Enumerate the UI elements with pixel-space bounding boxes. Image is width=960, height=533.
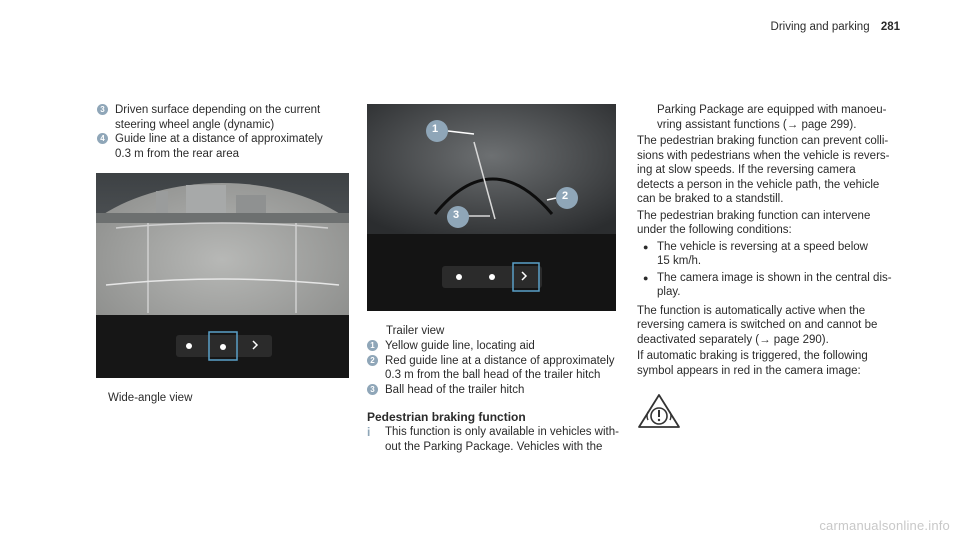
bullet-dot: ●	[643, 272, 649, 283]
legend-item	[367, 383, 627, 398]
wide-angle-caption: Wide-angle view	[108, 392, 193, 404]
page-number: 281	[880, 21, 900, 33]
legend-text: Guide line at a distance of approximately	[115, 133, 323, 145]
text-line: The function is automatically active when the	[637, 304, 866, 317]
legend-text: Yellow guide line, locating aid	[385, 340, 535, 352]
footer-watermark: carmanualsonline.info	[819, 518, 950, 533]
legend-item	[97, 103, 347, 132]
legend-text: 0.3 m from the rear area	[115, 147, 239, 160]
text-line: The vehicle is reversing at a speed below	[657, 240, 868, 253]
text-line: Parking Package are equipped with manoeu-	[657, 104, 887, 116]
legend-text: Ball head of the trailer hitch	[385, 383, 525, 396]
paragraph	[637, 209, 907, 238]
legend-text: steering wheel angle (dynamic)	[115, 118, 275, 131]
page-header	[771, 20, 900, 35]
legend-list-2	[367, 339, 627, 397]
text-line: can be braked to a standstill.	[637, 193, 784, 205]
callout-badge: 3	[367, 384, 378, 395]
paragraph	[637, 134, 907, 207]
callout-label: 1	[432, 123, 439, 135]
paragraph	[637, 349, 907, 378]
legend-text: 0.3 m from the ball head of the trailer hitch	[385, 369, 601, 381]
trailer-view-caption: Trailer view	[386, 325, 445, 337]
text-line: detects a person in the vehicle path, the vehicle	[637, 178, 880, 191]
text-line: reversing camera is switched on and cannot be	[637, 319, 878, 331]
legend-item	[367, 339, 627, 354]
text-line: under the following conditions:	[637, 224, 792, 236]
text-line: deactivated separately (→ page 290).	[637, 333, 829, 346]
bullet-item	[637, 240, 907, 269]
text-line: sions with pedestrians when the vehicle is revers-	[637, 149, 890, 162]
text-line: vring assistant functions (→ page 299).	[657, 118, 857, 131]
info-note	[367, 425, 627, 454]
bullet-dot: ●	[643, 241, 649, 252]
pedestrian-warning-icon	[637, 393, 681, 434]
text-line: ing at slow speeds. If the reversing camera	[637, 164, 856, 176]
pedestrian-braking-text	[637, 103, 907, 378]
section-heading: Pedestrian braking function	[367, 410, 526, 424]
section-title: Driving and parking	[770, 21, 870, 33]
legend-item	[367, 354, 627, 383]
note-text: This function is only available in vehicles with-	[385, 426, 619, 438]
trailer-view-camera-image	[367, 104, 616, 311]
text-line: symbol appears in red in the camera image:	[637, 364, 861, 377]
paragraph	[637, 103, 907, 132]
callout-badge: 4	[97, 133, 108, 144]
text-line: The pedestrian braking function can intervene	[637, 209, 871, 222]
legend-item	[97, 132, 347, 161]
text-line: The camera image is shown in the central dis-	[657, 271, 892, 284]
text-line: play.	[657, 286, 681, 298]
text-line: If automatic braking is triggered, the following	[637, 350, 868, 362]
info-icon: i	[367, 425, 371, 439]
callout-badge: 2	[367, 355, 378, 366]
callout-label: 3	[453, 209, 460, 221]
callout-label: 2	[562, 190, 569, 202]
callout-badge: 1	[367, 340, 378, 351]
paragraph	[637, 304, 907, 348]
bullet-item	[637, 271, 907, 300]
legend-list-1	[97, 103, 347, 161]
legend-text: Red guide line at a distance of approximately	[385, 354, 615, 367]
callout-badge: 3	[97, 104, 108, 115]
trailer-view-illustration	[367, 104, 616, 311]
note-text: out the Parking Package. Vehicles with the	[385, 440, 603, 453]
wide-angle-camera-image	[96, 173, 349, 378]
text-line: The pedestrian braking function can prevent colli-	[637, 135, 889, 147]
legend-text: Driven surface depending on the current	[115, 104, 321, 116]
text-line: 15 km/h.	[657, 255, 702, 267]
wide-angle-view-illustration	[96, 173, 349, 378]
